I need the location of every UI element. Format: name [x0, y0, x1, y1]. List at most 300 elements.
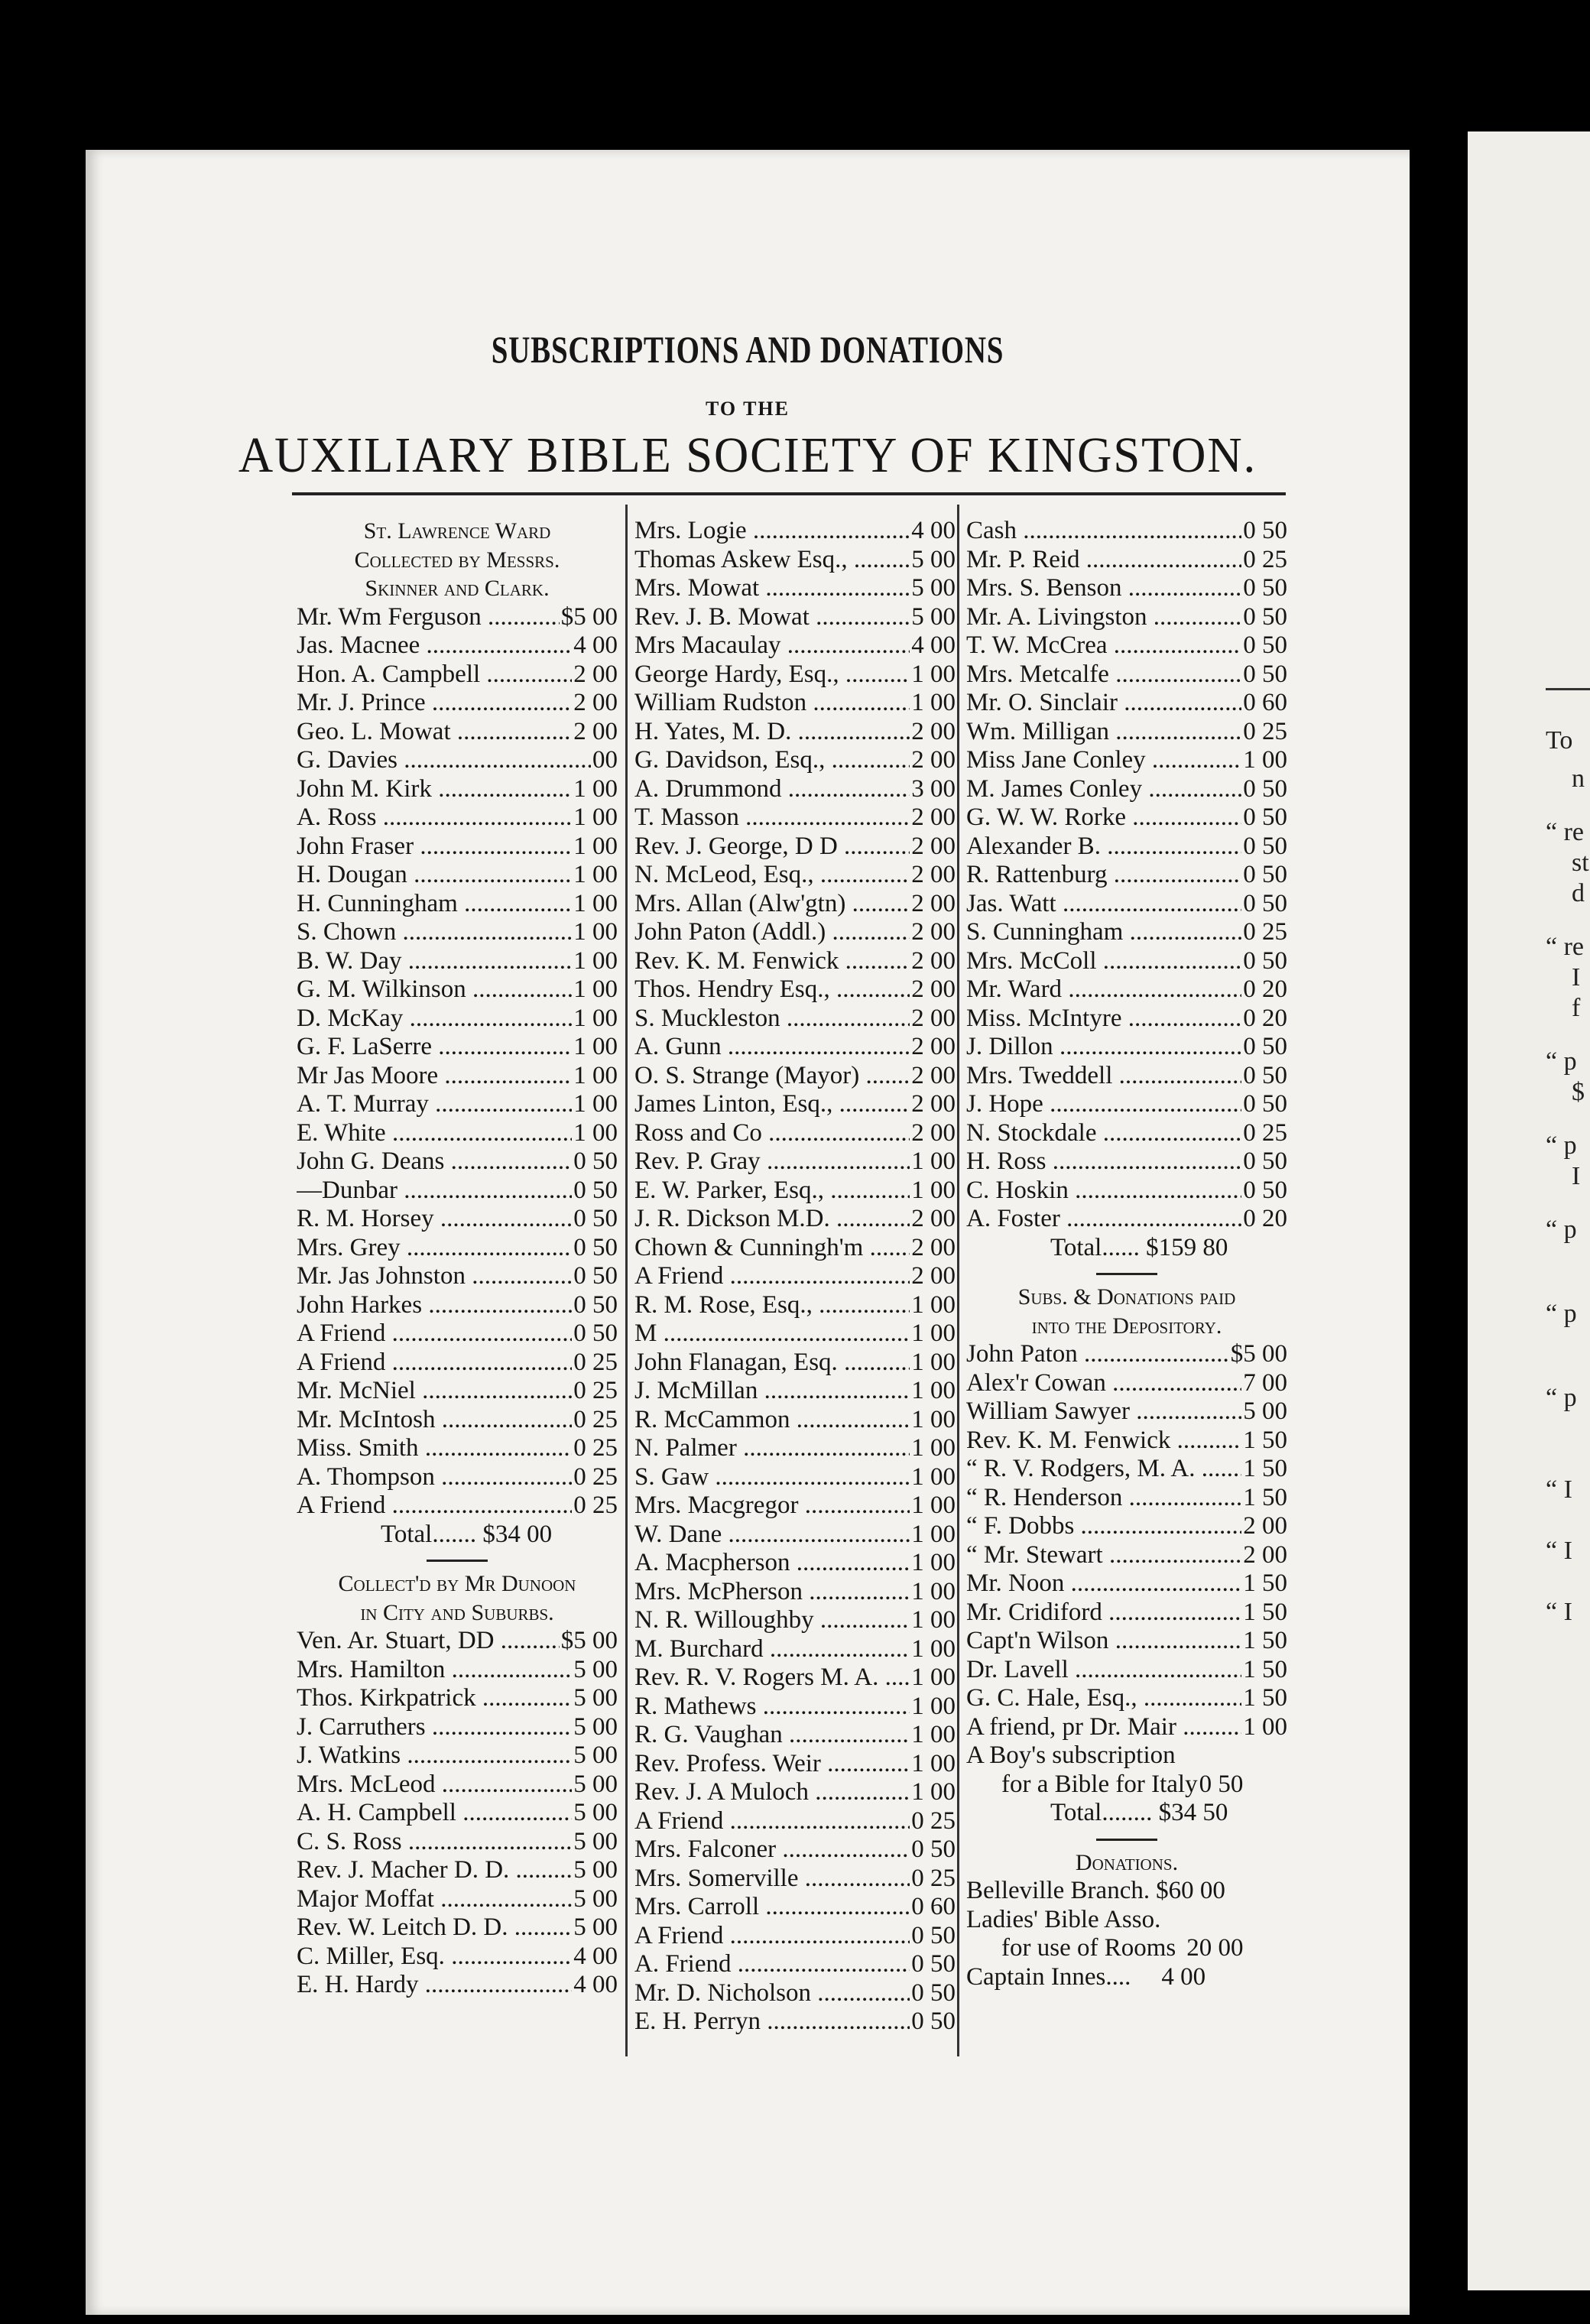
entry-amount: 1 00 — [573, 1004, 618, 1032]
list-item — [966, 1627, 1287, 1656]
list-item — [297, 1913, 618, 1943]
list-item — [634, 975, 956, 1005]
entry-name: Miss. Smith ..... — [297, 1434, 572, 1463]
entry-amount: 1 00 — [911, 1405, 956, 1433]
ward-entries — [297, 603, 618, 1521]
entry-name: Captain Innes.... — [966, 1962, 1131, 1991]
ward-collected-by: Collected by Messrs. — [354, 547, 560, 573]
entry-amount: 0 25 — [573, 1377, 618, 1404]
list-item — [297, 1741, 618, 1771]
entry-name: A. Thompson ..... — [297, 1463, 572, 1492]
entry-name: John Fraser ..... — [297, 833, 572, 862]
entry-amount: 1 50 — [1243, 1598, 1287, 1626]
entry-name: Thos. Hendry Esq., ..... — [634, 975, 910, 1005]
list-item — [634, 1147, 956, 1177]
entry-amount: 20 00 — [1186, 1934, 1244, 1962]
entry-amount: 5 00 — [573, 1655, 618, 1683]
section-separator — [1096, 1839, 1157, 1841]
entry-name: Thos. Kirkpatrick ..... — [297, 1684, 572, 1713]
facing-page-fragment: “ I — [1546, 1598, 1572, 1626]
list-item — [966, 546, 1287, 575]
entry-amount: 5 00 — [911, 602, 956, 631]
list-item — [634, 1377, 956, 1406]
entry-amount: 0 50 — [911, 2008, 956, 2035]
entry-amount: 0 25 — [1243, 717, 1287, 745]
entry-amount: 1 50 — [1243, 1627, 1287, 1654]
entry-name: J. R. Dickson M.D. ..... — [634, 1205, 910, 1234]
entry-amount: 0 50 — [573, 1176, 618, 1204]
entry-amount: 0 50 — [1243, 574, 1287, 602]
entry-amount: 2 00 — [911, 975, 956, 1003]
entry-name: A Friend ..... — [297, 1491, 572, 1521]
entry-amount: 1 00 — [573, 1118, 618, 1147]
list-item — [297, 1090, 618, 1119]
entry-name: A Friend ..... — [634, 1807, 910, 1836]
list-item — [634, 1319, 956, 1349]
list-item — [297, 947, 618, 976]
entry-amount: 1 00 — [911, 1348, 956, 1376]
list-item — [966, 975, 1287, 1005]
entry-name: George Hardy, Esq., ..... — [634, 661, 910, 690]
list-item — [634, 890, 956, 919]
list-item — [297, 1262, 618, 1291]
entry-name: James Linton, Esq., ..... — [634, 1090, 910, 1119]
entry-amount: 5 00 — [911, 545, 956, 573]
entry-amount: 0 25 — [573, 1348, 618, 1376]
list-item — [634, 861, 956, 890]
entry-amount: 1 00 — [911, 1663, 956, 1691]
entry-amount: 0 50 — [1243, 946, 1287, 975]
list-item — [966, 947, 1287, 976]
entry-amount: 2 00 — [911, 1205, 956, 1232]
facing-page-rule — [1546, 688, 1590, 690]
entry-amount: 0 50 — [1243, 803, 1287, 831]
list-item — [297, 1971, 618, 2000]
entry-name: G. M. Wilkinson ..... — [297, 975, 572, 1005]
column-1 — [297, 517, 618, 2000]
entry-name: Rev. Profess. Weir ..... — [634, 1750, 910, 1779]
entry-name: Hon. A. Campbell ..... — [297, 661, 572, 690]
entry-name: B. W. Day ..... — [297, 947, 572, 976]
list-item — [966, 603, 1287, 632]
entry-amount: 5 00 — [573, 1712, 618, 1741]
entry-name: Rev. J. B. Mowat ..... — [634, 603, 910, 632]
entry-name: D. McKay ..... — [297, 1005, 572, 1034]
list-item — [634, 1807, 956, 1836]
entry-name: T. Masson ..... — [634, 803, 910, 833]
entry-amount: 1 00 — [911, 1577, 956, 1605]
entry-name: Rev. P. Gray ..... — [634, 1147, 910, 1177]
list-item — [297, 1062, 618, 1091]
list-item — [297, 1234, 618, 1263]
entry-name: R. M. Rose, Esq., ..... — [634, 1291, 910, 1320]
entry-name: Rev. R. V. Rogers M. A. ..... — [634, 1663, 910, 1693]
list-item — [297, 689, 618, 718]
entry-name: Belleville Branch. — [966, 1877, 1150, 1904]
list-item — [966, 1427, 1287, 1456]
entry-amount: $5 00 — [560, 1627, 618, 1654]
entry-amount: $5 00 — [1230, 1340, 1287, 1368]
facing-page — [1468, 131, 1590, 2290]
entry-amount: 0 25 — [1243, 545, 1287, 573]
entry-amount: 2 00 — [911, 832, 956, 860]
entry-amount: 2 00 — [911, 1061, 956, 1089]
entry-name: Ross and Co ..... — [634, 1119, 910, 1148]
entry-name: Mrs. McColl ..... — [966, 947, 1241, 976]
list-item — [634, 1033, 956, 1062]
list-item — [966, 1512, 1287, 1541]
dunoon-heading: Collect'd by Mr Dunoon — [338, 1571, 576, 1596]
entry-amount: 0 50 — [911, 1836, 956, 1863]
entry-amount: 1 00 — [573, 975, 618, 1003]
entry-amount: 1 00 — [911, 1434, 956, 1462]
entry-name: Mrs. Falconer ..... — [634, 1836, 910, 1865]
entry-amount: 7 00 — [1243, 1368, 1287, 1397]
list-item — [966, 1147, 1287, 1177]
entry-amount: 1 50 — [1243, 1569, 1287, 1597]
entry-amount: 1 00 — [573, 918, 618, 946]
column-3-total: Total...... $159 80 — [1050, 1233, 1228, 1261]
entry-amount: 1 00 — [1243, 1712, 1287, 1741]
list-item — [297, 1434, 618, 1463]
entry-name: H. Cunningham ..... — [297, 890, 572, 919]
entry-amount: 1 00 — [911, 1147, 956, 1175]
list-item — [966, 1177, 1287, 1206]
facing-page-fragment: To — [1546, 726, 1573, 755]
list-item — [297, 603, 618, 632]
entry-name: N. Palmer ..... — [634, 1434, 910, 1463]
list-item — [966, 1397, 1287, 1427]
list-item — [297, 1406, 618, 1435]
entry-amount: 1 00 — [573, 832, 618, 860]
entry-amount: 0 50 — [1243, 1090, 1287, 1118]
entry-name: Mr. P. Reid ..... — [966, 546, 1241, 575]
entry-amount: 5 00 — [573, 1684, 618, 1712]
entry-name: Chown & Cunningh'm ..... — [634, 1234, 910, 1263]
entry-name: A. T. Murray ..... — [297, 1090, 572, 1119]
entry-name: Rev. J. A Muloch ..... — [634, 1778, 910, 1807]
ward-collectors: Skinner and Clark. — [365, 576, 550, 601]
entry-amount: 4 00 — [573, 631, 618, 659]
entry-amount: 0 25 — [911, 1806, 956, 1835]
list-item — [297, 1491, 618, 1521]
list-item — [634, 1693, 956, 1722]
list-item — [966, 1656, 1287, 1685]
facing-page-fragment: “ re — [1546, 818, 1585, 846]
list-item — [966, 1340, 1287, 1369]
entry-name: John G. Deans ..... — [297, 1147, 572, 1177]
entry-name: Rev. J. George, D D ..... — [634, 833, 910, 862]
entry-amount: 0 50 — [1199, 1770, 1244, 1798]
entry-amount: 1 00 — [573, 1090, 618, 1118]
entry-amount: 0 50 — [573, 1147, 618, 1175]
depository-entries — [966, 1340, 1287, 1741]
facing-page-fragment: d — [1572, 879, 1585, 907]
entry-amount: 0 50 — [1243, 1176, 1287, 1204]
entry-amount: 1 00 — [911, 1549, 956, 1576]
list-item — [634, 1234, 956, 1263]
list-item — [966, 517, 1287, 546]
entry-amount: 1 00 — [573, 861, 618, 888]
entry-name: S. Chown ..... — [297, 918, 572, 947]
entry-name: for use of Rooms — [1001, 1934, 1176, 1962]
entry-name: M. Burchard ..... — [634, 1635, 910, 1664]
list-item — [966, 1119, 1287, 1148]
entry-amount: 1 00 — [573, 803, 618, 831]
list-item — [297, 1319, 618, 1349]
list-item — [966, 574, 1287, 603]
entry-amount: 2 00 — [911, 746, 956, 774]
entry-name: “ Mr. Stewart ..... — [966, 1541, 1241, 1570]
entry-name: G. Davidson, Esq., ..... — [634, 746, 910, 775]
entry-name: for a Bible for Italy — [1001, 1770, 1198, 1798]
facing-page-fragment: I — [1572, 1162, 1581, 1190]
entry-amount: 0 50 — [1243, 774, 1287, 803]
entry-amount: 5 00 — [573, 1913, 618, 1941]
entry-name: Mrs. Hamilton ..... — [297, 1656, 572, 1685]
list-item — [634, 546, 956, 575]
entry-name: Mr. Jas Johnston ..... — [297, 1262, 572, 1291]
facing-page-fragment: “ re — [1546, 933, 1585, 961]
list-item — [966, 1541, 1287, 1570]
entry-amount: 0 25 — [573, 1462, 618, 1491]
entry-name: J. Carruthers ..... — [297, 1713, 572, 1742]
entry-amount: 2 00 — [911, 889, 956, 917]
list-item — [966, 861, 1287, 890]
entry-name: A. Foster ..... — [966, 1205, 1241, 1234]
entry-amount: 0 20 — [1243, 1205, 1287, 1232]
title-rule — [292, 492, 1286, 495]
entry-amount: 5 00 — [573, 1799, 618, 1826]
list-item — [634, 1491, 956, 1521]
list-item — [634, 517, 956, 546]
list-item — [634, 631, 956, 661]
entry-name: A Friend ..... — [297, 1319, 572, 1349]
entry-amount: 0 20 — [1243, 1004, 1287, 1032]
list-item — [634, 1434, 956, 1463]
entry-amount: 1 00 — [911, 1692, 956, 1720]
section-separator — [427, 1560, 488, 1562]
entry-name: Mr. J. Prince ..... — [297, 689, 572, 718]
entry-name: Ven. Ar. Stuart, DD ..... — [297, 1627, 560, 1656]
entry-name: E. White ..... — [297, 1119, 572, 1148]
list-item — [966, 803, 1287, 833]
facing-page-fragment: “ p — [1546, 1131, 1577, 1160]
facing-page-fragment: “ I — [1546, 1537, 1572, 1565]
entry-name: J. Hope ..... — [966, 1090, 1241, 1119]
entry-name: A Friend ..... — [634, 1262, 910, 1291]
entry-amount: 0 60 — [1243, 689, 1287, 716]
depository-total: Total........ $34 50 — [1050, 1799, 1228, 1826]
entry-name: R. Rattenburg ..... — [966, 861, 1241, 890]
entry-name: N. Stockdale ..... — [966, 1119, 1241, 1148]
list-item — [297, 1885, 618, 1914]
list-item — [634, 2008, 956, 2037]
list-item — [966, 1062, 1287, 1091]
entry-name: Mrs. McPherson ..... — [634, 1578, 910, 1607]
entry-amount: 4 00 — [911, 631, 956, 659]
list-item — [966, 1455, 1287, 1484]
list-item — [966, 1090, 1287, 1119]
entry-name: Wm. Milligan ..... — [966, 718, 1241, 747]
list-item — [634, 1549, 956, 1578]
list-item — [634, 1750, 956, 1779]
entry-amount: 1 00 — [573, 1033, 618, 1060]
column-3 — [966, 517, 1287, 1991]
entry-amount: 0 25 — [1243, 1118, 1287, 1147]
title-subscriptions: SUBSCRIPTIONS AND DONATIONS — [491, 328, 1004, 371]
entry-name: A Friend ..... — [634, 1922, 910, 1951]
entry-amount: 0 50 — [1243, 1147, 1287, 1175]
list-item — [634, 1721, 956, 1750]
entry-amount: 2 00 — [1243, 1540, 1287, 1569]
entry-amount: 0 25 — [911, 1864, 956, 1892]
entry-name: Mrs. Tweddell ..... — [966, 1062, 1241, 1091]
list-item — [966, 746, 1287, 775]
entry-name: Mrs. Carroll ..... — [634, 1893, 910, 1922]
entry-name: R. M. Horsey ..... — [297, 1205, 572, 1234]
entry-name: Mrs. Macgregor ..... — [634, 1491, 910, 1521]
list-item — [634, 746, 956, 775]
entry-amount: 2 00 — [573, 717, 618, 745]
list-item — [634, 775, 956, 804]
entry-amount: 0 50 — [1243, 517, 1287, 544]
entry-amount: 2 00 — [911, 1033, 956, 1060]
entry-amount: 1 00 — [911, 1290, 956, 1319]
list-item — [966, 661, 1287, 690]
entry-name: Mr. Wm Ferguson ..... — [297, 603, 560, 632]
list-item — [634, 1950, 956, 1979]
entry-amount: 5 00 — [911, 574, 956, 602]
list-item — [297, 1119, 618, 1148]
entry-amount: 5 00 — [1243, 1397, 1287, 1425]
entry-name: Thomas Askew Esq., ..... — [634, 546, 910, 575]
list-item — [634, 603, 956, 632]
entry-amount: 1 00 — [911, 1377, 956, 1404]
entry-name: Jas. Macnee ..... — [297, 631, 572, 661]
entry-name: N. McLeod, Esq., ..... — [634, 861, 910, 890]
donation-belleville — [966, 1877, 1287, 1906]
entry-name: Capt'n Wilson ..... — [966, 1627, 1241, 1656]
entry-name: T. W. McCrea ..... — [966, 631, 1241, 661]
entry-amount: 2 00 — [911, 803, 956, 831]
entry-name: A. Friend ..... — [634, 1950, 910, 1979]
entry-amount: 2 00 — [911, 1233, 956, 1261]
facing-page-fragment: “ p — [1546, 1047, 1577, 1076]
entry-amount: 0 25 — [573, 1491, 618, 1519]
entry-name: N. R. Willoughby ..... — [634, 1606, 910, 1635]
entry-name: W. Dane ..... — [634, 1521, 910, 1550]
list-item — [297, 1943, 618, 1972]
entry-amount: 1 00 — [1243, 746, 1287, 774]
entry-amount: 1 00 — [911, 689, 956, 716]
dunoon-subheading: in City and Suburbs. — [360, 1599, 554, 1625]
entry-name: Mr. O. Sinclair ..... — [966, 689, 1241, 718]
entry-name: Jas. Watt ..... — [966, 890, 1241, 919]
list-item — [634, 1005, 956, 1034]
column-2-entries — [634, 517, 956, 2037]
entry-name: J. Dillon ..... — [966, 1033, 1241, 1062]
list-item — [297, 1291, 618, 1320]
list-item — [297, 1033, 618, 1062]
entry-name: R. McCammon ..... — [634, 1406, 910, 1435]
list-item — [297, 1147, 618, 1177]
entry-amount: 5 00 — [573, 1827, 618, 1855]
entry-name: Alexander B. ..... — [966, 833, 1241, 862]
entry-name: Mrs. Mowat ..... — [634, 574, 910, 603]
column-divider-2 — [957, 505, 959, 2056]
entry-amount: 1 50 — [1243, 1655, 1287, 1683]
entry-amount: 0 50 — [1243, 832, 1287, 860]
entry-name: A friend, pr Dr. Mair ..... — [966, 1713, 1241, 1742]
list-item — [966, 833, 1287, 862]
list-item — [634, 1177, 956, 1206]
list-item — [634, 1836, 956, 1865]
entry-amount: 1 00 — [573, 1061, 618, 1089]
entry-name: Mr. D. Nicholson ..... — [634, 1979, 910, 2008]
list-item — [966, 890, 1287, 919]
list-item — [297, 1684, 618, 1713]
entry-amount: 1 00 — [573, 889, 618, 917]
title-to-the: TO THE — [705, 398, 790, 420]
title-society: AUXILIARY BIBLE SOCIETY OF KINGSTON. — [238, 427, 1257, 483]
entry-amount: 0 50 — [911, 1921, 956, 1949]
entry-name: G. Davies ..... — [297, 746, 591, 775]
entry-name: Mrs. Allan (Alw'gtn) ..... — [634, 890, 910, 919]
entry-name: Dr. Lavell ..... — [966, 1656, 1241, 1685]
list-item — [297, 718, 618, 747]
entry-amount: 2 00 — [1243, 1512, 1287, 1540]
entry-amount: 5 00 — [573, 1856, 618, 1884]
entry-amount: 2 00 — [911, 1090, 956, 1118]
entry-amount: 0 50 — [573, 1262, 618, 1290]
ward-total: Total....... $34 00 — [381, 1520, 553, 1548]
entry-amount: $60 00 — [1156, 1877, 1225, 1904]
entry-name: Rev. K. M. Fenwick ..... — [966, 1427, 1241, 1456]
entry-amount: 1 00 — [911, 1606, 956, 1634]
entry-name: Mrs. Metcalfe ..... — [966, 661, 1241, 690]
entry-name: G. F. LaSerre ..... — [297, 1033, 572, 1062]
list-item — [634, 803, 956, 833]
entry-name: Geo. L. Mowat ..... — [297, 718, 572, 747]
list-item — [966, 1599, 1287, 1628]
entry-amount: 1 00 — [911, 1778, 956, 1806]
entry-amount: 1 50 — [1243, 1455, 1287, 1482]
entry-amount: 1 00 — [573, 774, 618, 803]
entry-amount: 2 00 — [911, 1118, 956, 1147]
list-item — [634, 1349, 956, 1378]
entry-amount: 1 00 — [911, 1491, 956, 1519]
list-item — [634, 661, 956, 690]
entry-amount: 1 00 — [911, 1520, 956, 1548]
entry-amount: 0 50 — [573, 1205, 618, 1232]
entry-name: E. H. Hardy ..... — [297, 1971, 572, 2000]
list-item — [297, 746, 618, 775]
entry-name: Mr. McNiel ..... — [297, 1377, 572, 1406]
entry-name: Mrs. Logie ..... — [634, 517, 910, 546]
entry-name: A Friend ..... — [297, 1349, 572, 1378]
entry-amount: 0 50 — [1243, 1033, 1287, 1060]
entry-name: G. C. Hale, Esq., ..... — [966, 1684, 1241, 1713]
list-item — [966, 1369, 1287, 1398]
list-item — [634, 574, 956, 603]
entry-amount: $5 00 — [560, 602, 618, 631]
entry-amount: 1 50 — [1243, 1426, 1287, 1454]
entry-amount: 1 00 — [911, 1176, 956, 1204]
facing-page-fragment: st — [1572, 849, 1589, 877]
entry-name: William Sawyer ..... — [966, 1397, 1241, 1427]
entry-amount: 1 00 — [911, 1721, 956, 1748]
